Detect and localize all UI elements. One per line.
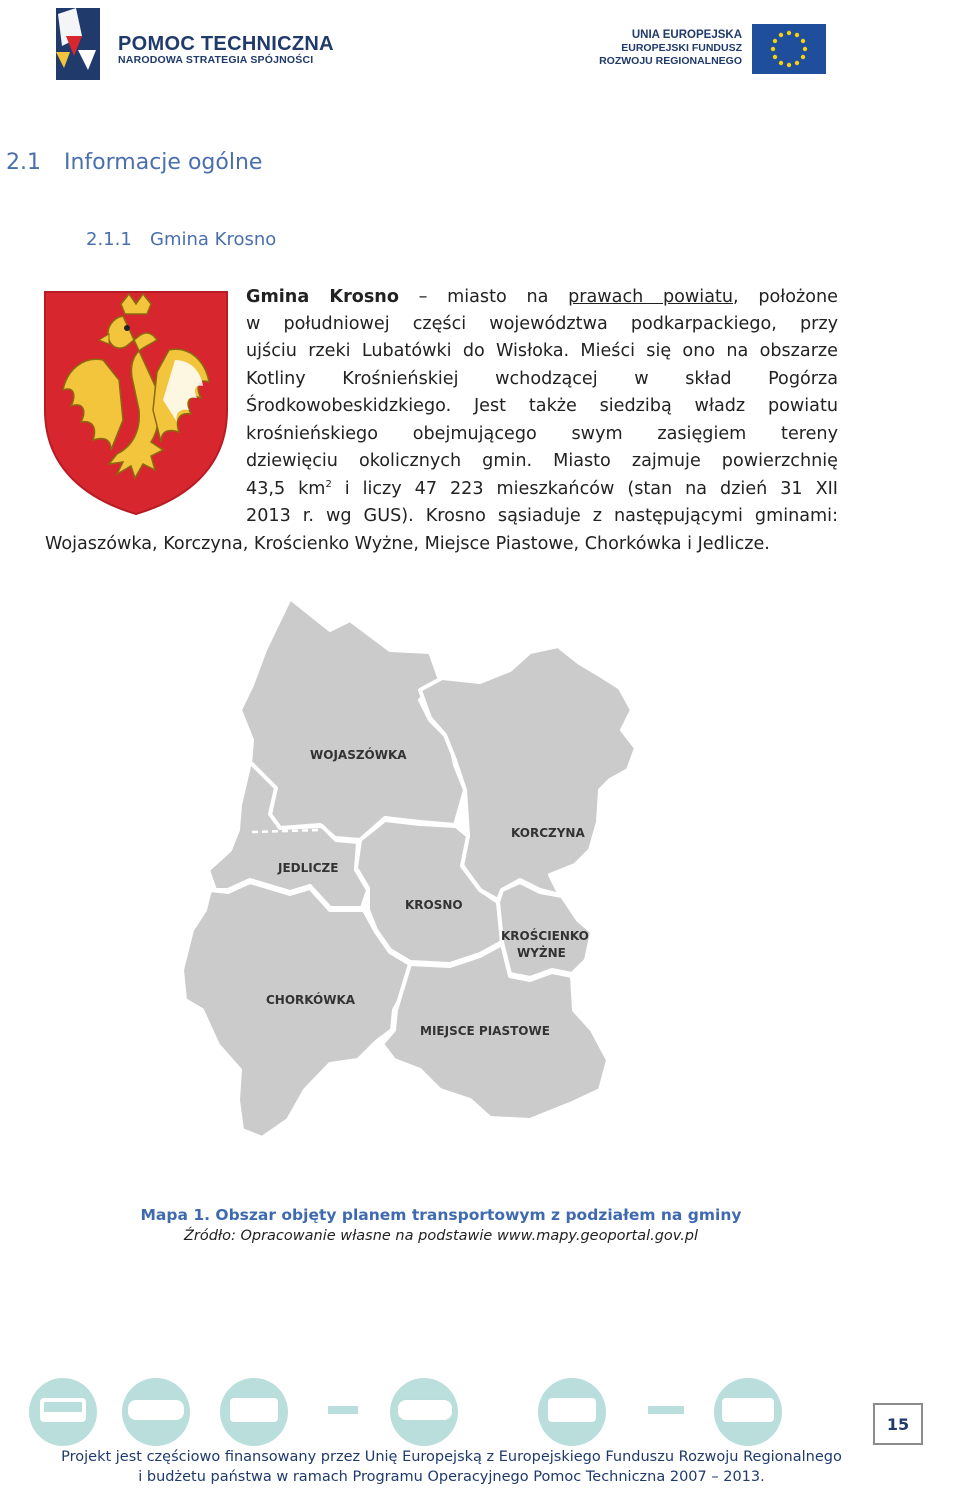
section-title: Informacje ogólne [64, 150, 263, 175]
paragraph-line-9: 2013 r. wg GUS). Krosno sąsiaduje z następującymi gminami: [246, 506, 838, 526]
krosno-coat-of-arms-icon [43, 290, 229, 516]
subsection-heading [86, 229, 276, 250]
text-span: – miasto na [398, 287, 569, 307]
logo-subtitle: NARODOWA STRATEGIA SPÓJNOŚCI [118, 54, 314, 66]
eu-line-1: UNIA EUROPEJSKA [631, 29, 742, 41]
paragraph-line-5: Środkowobeskidzkiego. Jest także siedzibą władz powiatu [246, 396, 838, 416]
eu-line-3: ROZWOJU REGIONALNEGO [599, 55, 742, 67]
label-chorkowka: CHORKÓWKA [266, 993, 356, 1007]
paragraph-line-3: ujściu rzeki Lubatówki do Wisłoka. Mieści się ono na obszarze [246, 341, 838, 361]
paragraph-line-10: Wojaszówka, Korczyna, Krościenko Wyżne, Miejsce Piastowe, Chorkówka i Jedlicze. [45, 534, 770, 554]
paragraph-line-4: Kotliny Krośnieńskiej wchodzącej w skład Pogórza [246, 369, 838, 389]
text-span: i liczy 47 223 mieszkańców (stan na dzień 31 XII [331, 479, 838, 499]
paragraph-line-6: krośnieńskiego obejmującego swym zasięgiem tereny [246, 424, 838, 444]
pomoc-techniczna-logo-icon [52, 6, 102, 82]
prawach-powiatu-link[interactable]: prawach powiatu [568, 287, 734, 307]
paragraph-line-2: w południowej części województwa podkarpackiego, przy [246, 314, 838, 334]
label-korczyna: KORCZYNA [511, 826, 585, 840]
transport-icons-footer [28, 1370, 858, 1446]
label-kroscienko-2: WYŻNE [517, 946, 566, 960]
label-miejsce-piastowe: MIEJSCE PIASTOWE [420, 1024, 550, 1038]
label-jedlicze: JEDLICZE [278, 861, 339, 875]
label-kroscienko-1: KROŚCIENKO [501, 929, 589, 943]
footer-line-1: Projekt jest częściowo finansowany przez Unię Europejską z Europejskiego Funduszu Rozwoju Regionalnego [61, 1449, 842, 1465]
text-span: 43,5 km [246, 479, 326, 499]
map-caption: Mapa 1. Obszar objęty planem transportowym z podziałem na gminy [140, 1206, 742, 1224]
label-wojaszowka: WOJASZÓWKA [310, 748, 407, 762]
superscript: 2 [325, 479, 332, 490]
eu-text-block [599, 29, 742, 68]
eu-flag-icon [752, 24, 826, 74]
page-number: 15 [873, 1403, 923, 1445]
gmina-krosno-bold: Gmina Krosno [246, 287, 399, 307]
eu-line-2: EUROPEJSKI FUNDUSZ [621, 42, 742, 54]
section-heading [6, 150, 262, 175]
paragraph-line-7: dziewięciu okolicznych gmin. Miasto zajmuje powierzchnię [246, 451, 838, 471]
section-number: 2.1 [6, 150, 41, 175]
subsection-title: Gmina Krosno [150, 229, 277, 250]
text-span: , położone [733, 287, 838, 307]
label-krosno: KROSNO [405, 898, 463, 912]
gminy-map [180, 590, 650, 1170]
logo-title: POMOC TECHNICZNA [118, 33, 334, 55]
paragraph-line-8 [246, 476, 838, 503]
paragraph-line-1 [246, 284, 838, 311]
map-source: Źródło: Opracowanie własne na podstawie www.mapy.geoportal.gov.pl [183, 1228, 699, 1244]
footer-line-2: i budżetu państwa w ramach Programu Operacyjnego Pomoc Techniczna 2007 – 2013. [138, 1469, 765, 1485]
subsection-number: 2.1.1 [86, 229, 132, 250]
